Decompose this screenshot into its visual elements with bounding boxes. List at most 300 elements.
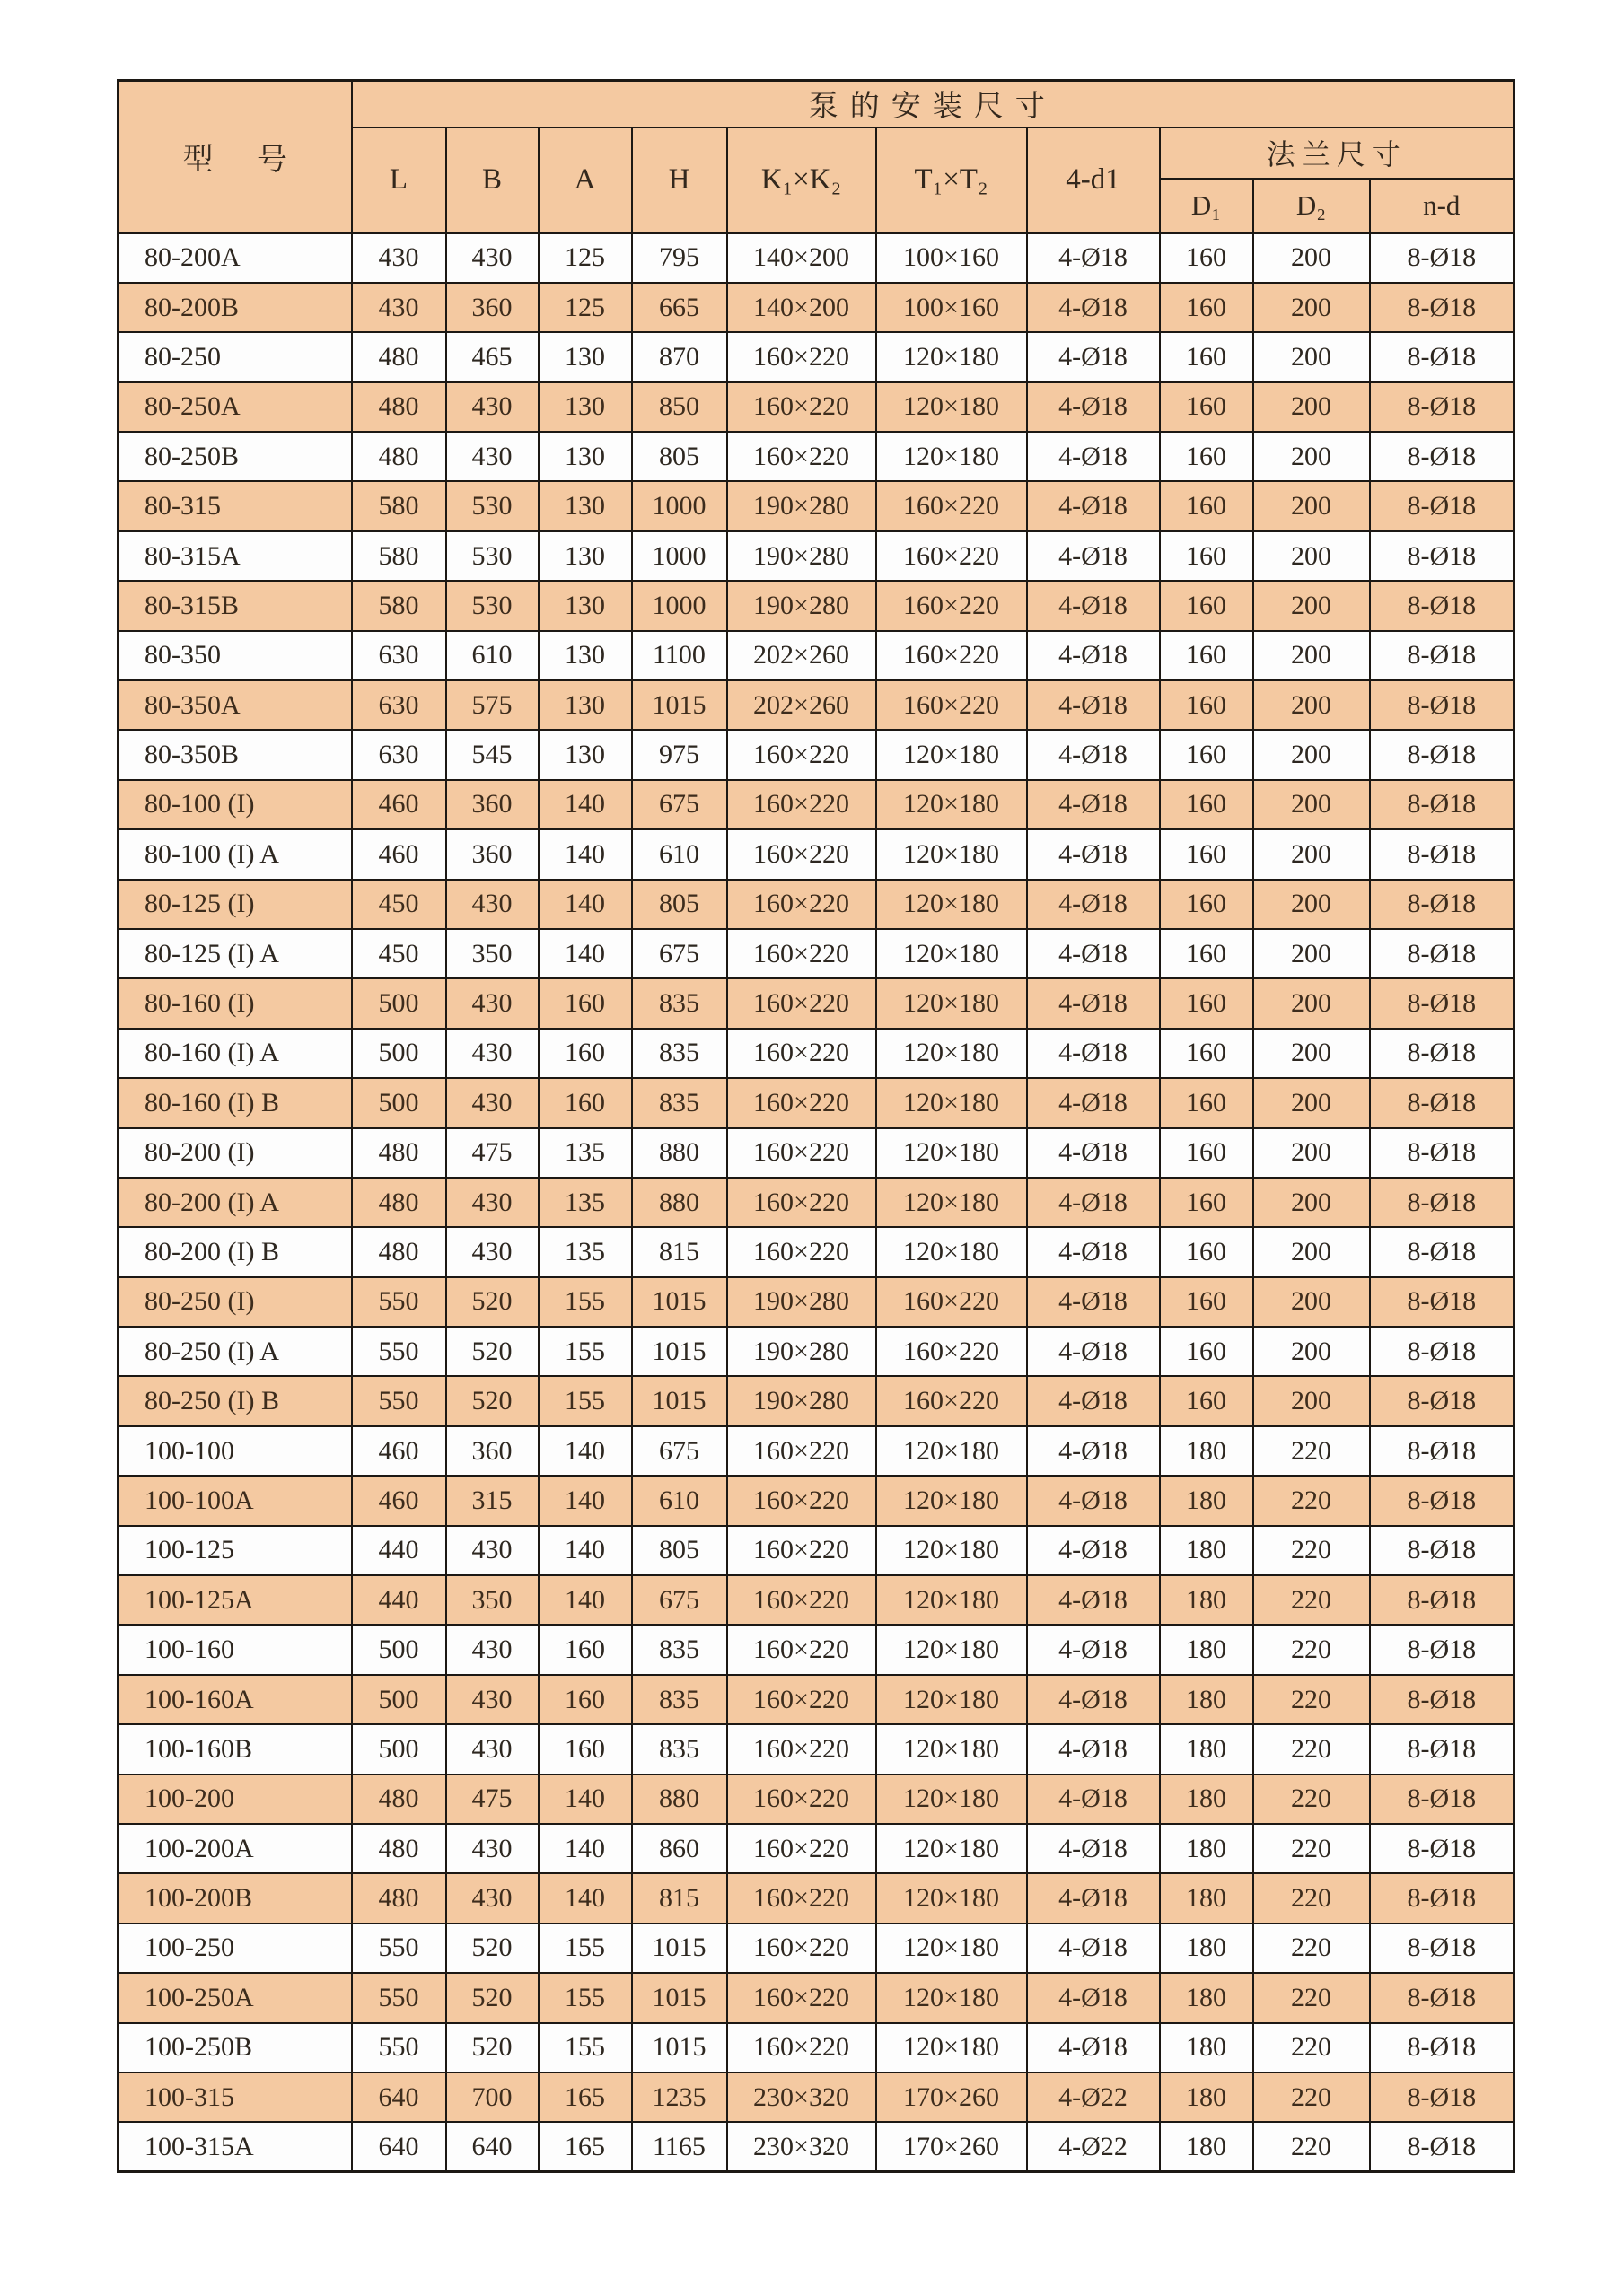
model-cell: 100-250A <box>119 1973 352 2022</box>
value-cell: 120×180 <box>876 1724 1027 1774</box>
value-cell: 545 <box>446 730 539 779</box>
value-cell: 140 <box>539 1526 632 1575</box>
model-cell: 80-350B <box>119 730 352 779</box>
value-cell: 4-Ø18 <box>1027 631 1160 680</box>
value-cell: 160 <box>539 1675 632 1724</box>
table-row <box>119 829 1514 879</box>
value-cell: 120×180 <box>876 1675 1027 1724</box>
table-row <box>119 1327 1514 1376</box>
table-row <box>119 531 1514 581</box>
value-cell: 4-Ø18 <box>1027 929 1160 978</box>
value-cell: 220 <box>1253 1724 1370 1774</box>
value-cell: 120×180 <box>876 978 1027 1028</box>
value-cell: 155 <box>539 1277 632 1327</box>
value-cell: 160 <box>539 1724 632 1774</box>
value-cell: 160×220 <box>727 1873 876 1923</box>
value-cell: 100×160 <box>876 283 1027 332</box>
value-cell: 4-Ø18 <box>1027 283 1160 332</box>
value-cell: 580 <box>352 581 446 630</box>
value-cell: 4-Ø18 <box>1027 1973 1160 2022</box>
value-cell: 220 <box>1253 1924 1370 1973</box>
value-cell: 815 <box>632 1227 727 1276</box>
value-cell: 120×180 <box>876 1575 1027 1625</box>
value-cell: 180 <box>1160 1476 1253 1525</box>
table-row <box>119 1128 1514 1178</box>
value-cell: 200 <box>1253 233 1370 283</box>
value-cell: 480 <box>352 1128 446 1178</box>
table-row <box>119 730 1514 779</box>
value-cell: 430 <box>446 1078 539 1127</box>
value-cell: 155 <box>539 1924 632 1973</box>
value-cell: 220 <box>1253 1625 1370 1674</box>
value-cell: 160×220 <box>876 1327 1027 1376</box>
value-cell: 180 <box>1160 2073 1253 2122</box>
value-cell: 500 <box>352 978 446 1028</box>
value-cell: 4-Ø18 <box>1027 1675 1160 1724</box>
value-cell: 8-Ø18 <box>1370 2023 1514 2073</box>
value-cell: 805 <box>632 432 727 481</box>
value-cell: 550 <box>352 1277 446 1327</box>
value-cell: 835 <box>632 1724 727 1774</box>
value-cell: 200 <box>1253 631 1370 680</box>
value-cell: 120×180 <box>876 1873 1027 1923</box>
column-header-L: L <box>352 127 446 233</box>
value-cell: 1015 <box>632 680 727 730</box>
value-cell: 190×280 <box>727 1277 876 1327</box>
value-cell: 160×220 <box>876 531 1027 581</box>
value-cell: 180 <box>1160 1824 1253 1873</box>
value-cell: 200 <box>1253 1327 1370 1376</box>
value-cell: 8-Ø18 <box>1370 1575 1514 1625</box>
value-cell: 550 <box>352 1376 446 1425</box>
model-cell: 100-125 <box>119 1526 352 1575</box>
value-cell: 120×180 <box>876 1924 1027 1973</box>
value-cell: 4-Ø18 <box>1027 780 1160 829</box>
value-cell: 4-Ø18 <box>1027 1178 1160 1227</box>
value-cell: 4-Ø18 <box>1027 1078 1160 1127</box>
value-cell: 190×280 <box>727 1376 876 1425</box>
value-cell: 580 <box>352 481 446 530</box>
table-row <box>119 2073 1514 2122</box>
value-cell: 520 <box>446 1376 539 1425</box>
value-cell: 4-Ø18 <box>1027 978 1160 1028</box>
value-cell: 1000 <box>632 481 727 530</box>
value-cell: 430 <box>446 382 539 432</box>
value-cell: 8-Ø18 <box>1370 1526 1514 1575</box>
value-cell: 460 <box>352 829 446 879</box>
value-cell: 160×220 <box>876 1376 1027 1425</box>
value-cell: 4-Ø18 <box>1027 1029 1160 1078</box>
value-cell: 190×280 <box>727 481 876 530</box>
value-cell: 160×220 <box>727 1625 876 1674</box>
value-cell: 8-Ø18 <box>1370 2073 1514 2122</box>
table-row <box>119 1526 1514 1575</box>
value-cell: 220 <box>1253 1824 1370 1873</box>
column-header-B: B <box>446 127 539 233</box>
value-cell: 160 <box>1160 481 1253 530</box>
table-row <box>119 432 1514 481</box>
value-cell: 200 <box>1253 581 1370 630</box>
value-cell: 160×220 <box>727 1426 876 1476</box>
model-cell: 80-350 <box>119 631 352 680</box>
table-body <box>119 233 1514 2172</box>
model-cell: 100-250 <box>119 1924 352 1973</box>
table-row <box>119 2023 1514 2073</box>
value-cell: 160×220 <box>727 1775 876 1824</box>
value-cell: 200 <box>1253 680 1370 730</box>
model-cell: 80-350A <box>119 680 352 730</box>
value-cell: 815 <box>632 1873 727 1923</box>
value-cell: 8-Ø18 <box>1370 1476 1514 1525</box>
value-cell: 460 <box>352 780 446 829</box>
value-cell: 520 <box>446 1924 539 1973</box>
value-cell: 155 <box>539 1376 632 1425</box>
table-row <box>119 1426 1514 1476</box>
value-cell: 155 <box>539 1327 632 1376</box>
table-row <box>119 1625 1514 1674</box>
value-cell: 8-Ø18 <box>1370 1426 1514 1476</box>
value-cell: 575 <box>446 680 539 730</box>
value-cell: 360 <box>446 829 539 879</box>
value-cell: 430 <box>446 233 539 283</box>
model-cell: 80-100 (I) A <box>119 829 352 879</box>
table-row <box>119 1675 1514 1724</box>
table-row <box>119 283 1514 332</box>
value-cell: 180 <box>1160 1526 1253 1575</box>
value-cell: 200 <box>1253 531 1370 581</box>
value-cell: 1015 <box>632 1327 727 1376</box>
value-cell: 140 <box>539 829 632 879</box>
table-row <box>119 1724 1514 1774</box>
value-cell: 480 <box>352 382 446 432</box>
value-cell: 665 <box>632 283 727 332</box>
value-cell: 200 <box>1253 1029 1370 1078</box>
model-cell: 80-200B <box>119 283 352 332</box>
value-cell: 430 <box>446 1227 539 1276</box>
column-header-K1K2: K₁×K₂ <box>727 127 876 233</box>
model-cell: 100-315 <box>119 2073 352 2122</box>
value-cell: 200 <box>1253 432 1370 481</box>
table-header <box>119 81 1514 233</box>
value-cell: 430 <box>352 283 446 332</box>
value-cell: 1015 <box>632 2023 727 2073</box>
model-cell: 100-160 <box>119 1625 352 1674</box>
value-cell: 8-Ø18 <box>1370 233 1514 283</box>
value-cell: 480 <box>352 1873 446 1923</box>
value-cell: 4-Ø18 <box>1027 1128 1160 1178</box>
value-cell: 8-Ø18 <box>1370 880 1514 929</box>
value-cell: 8-Ø18 <box>1370 1327 1514 1376</box>
table-row <box>119 1277 1514 1327</box>
value-cell: 430 <box>446 1178 539 1227</box>
table-row <box>119 481 1514 530</box>
value-cell: 1015 <box>632 1924 727 1973</box>
value-cell: 160 <box>1160 283 1253 332</box>
value-cell: 975 <box>632 730 727 779</box>
value-cell: 160 <box>1160 1128 1253 1178</box>
value-cell: 430 <box>446 1526 539 1575</box>
value-cell: 520 <box>446 1327 539 1376</box>
value-cell: 140×200 <box>727 233 876 283</box>
value-cell: 120×180 <box>876 1973 1027 2022</box>
model-cell: 100-200B <box>119 1873 352 1923</box>
value-cell: 4-Ø18 <box>1027 1824 1160 1873</box>
value-cell: 4-Ø18 <box>1027 1327 1160 1376</box>
value-cell: 880 <box>632 1775 727 1824</box>
model-cell: 80-125 (I) A <box>119 929 352 978</box>
value-cell: 430 <box>352 233 446 283</box>
value-cell: 4-Ø18 <box>1027 432 1160 481</box>
value-cell: 450 <box>352 929 446 978</box>
table-row <box>119 680 1514 730</box>
value-cell: 8-Ø18 <box>1370 1376 1514 1425</box>
value-cell: 8-Ø18 <box>1370 1675 1514 1724</box>
value-cell: 550 <box>352 1327 446 1376</box>
value-cell: 180 <box>1160 1924 1253 1973</box>
value-cell: 120×180 <box>876 432 1027 481</box>
value-cell: 550 <box>352 1924 446 1973</box>
value-cell: 125 <box>539 283 632 332</box>
value-cell: 160 <box>1160 432 1253 481</box>
model-cell: 100-200 <box>119 1775 352 1824</box>
value-cell: 1100 <box>632 631 727 680</box>
value-cell: 430 <box>446 880 539 929</box>
model-cell: 100-100A <box>119 1476 352 1525</box>
value-cell: 160×220 <box>876 581 1027 630</box>
value-cell: 475 <box>446 1128 539 1178</box>
column-header-4d1: 4-d1 <box>1027 127 1160 233</box>
value-cell: 120×180 <box>876 1227 1027 1276</box>
flange-group-header: 法兰尺寸 <box>1160 127 1514 179</box>
value-cell: 125 <box>539 233 632 283</box>
value-cell: 200 <box>1253 880 1370 929</box>
value-cell: 4-Ø18 <box>1027 1625 1160 1674</box>
value-cell: 4-Ø18 <box>1027 481 1160 530</box>
value-cell: 460 <box>352 1476 446 1525</box>
value-cell: 480 <box>352 1824 446 1873</box>
value-cell: 135 <box>539 1128 632 1178</box>
model-column-header: 型 号 <box>119 81 352 233</box>
value-cell: 4-Ø18 <box>1027 1775 1160 1824</box>
value-cell: 200 <box>1253 1078 1370 1127</box>
value-cell: 160×220 <box>727 1227 876 1276</box>
value-cell: 120×180 <box>876 2023 1027 2073</box>
value-cell: 160×220 <box>727 780 876 829</box>
model-cell: 100-250B <box>119 2023 352 2073</box>
value-cell: 200 <box>1253 929 1370 978</box>
value-cell: 160×220 <box>876 680 1027 730</box>
value-cell: 500 <box>352 1078 446 1127</box>
value-cell: 140 <box>539 780 632 829</box>
model-cell: 80-315B <box>119 581 352 630</box>
table-row <box>119 1029 1514 1078</box>
value-cell: 120×180 <box>876 382 1027 432</box>
value-cell: 8-Ø18 <box>1370 1078 1514 1127</box>
value-cell: 120×180 <box>876 829 1027 879</box>
value-cell: 4-Ø18 <box>1027 233 1160 283</box>
value-cell: 190×280 <box>727 1327 876 1376</box>
value-cell: 8-Ø18 <box>1370 382 1514 432</box>
value-cell: 230×320 <box>727 2122 876 2171</box>
value-cell: 160 <box>1160 1277 1253 1327</box>
value-cell: 850 <box>632 382 727 432</box>
value-cell: 200 <box>1253 1277 1370 1327</box>
value-cell: 880 <box>632 1178 727 1227</box>
value-cell: 165 <box>539 2073 632 2122</box>
value-cell: 480 <box>352 1178 446 1227</box>
value-cell: 520 <box>446 1973 539 2022</box>
table-row <box>119 880 1514 929</box>
value-cell: 200 <box>1253 481 1370 530</box>
value-cell: 180 <box>1160 1724 1253 1774</box>
value-cell: 530 <box>446 481 539 530</box>
value-cell: 220 <box>1253 1575 1370 1625</box>
value-cell: 430 <box>446 1675 539 1724</box>
value-cell: 120×180 <box>876 1824 1027 1873</box>
value-cell: 835 <box>632 978 727 1028</box>
value-cell: 160 <box>1160 1029 1253 1078</box>
value-cell: 4-Ø18 <box>1027 1277 1160 1327</box>
value-cell: 160×220 <box>727 2023 876 2073</box>
value-cell: 160 <box>1160 978 1253 1028</box>
value-cell: 160×220 <box>727 382 876 432</box>
model-cell: 100-200A <box>119 1824 352 1873</box>
value-cell: 130 <box>539 332 632 381</box>
value-cell: 120×180 <box>876 1476 1027 1525</box>
value-cell: 8-Ø18 <box>1370 2122 1514 2171</box>
value-cell: 160 <box>1160 1078 1253 1127</box>
value-cell: 160 <box>1160 929 1253 978</box>
value-cell: 520 <box>446 1277 539 1327</box>
value-cell: 170×260 <box>876 2122 1027 2171</box>
value-cell: 160×220 <box>727 929 876 978</box>
value-cell: 200 <box>1253 829 1370 879</box>
model-cell: 100-160A <box>119 1675 352 1724</box>
value-cell: 155 <box>539 1973 632 2022</box>
value-cell: 130 <box>539 680 632 730</box>
table-row <box>119 929 1514 978</box>
value-cell: 160×220 <box>876 1277 1027 1327</box>
value-cell: 480 <box>352 1775 446 1824</box>
table-row <box>119 1924 1514 1973</box>
table-row <box>119 332 1514 381</box>
value-cell: 8-Ø18 <box>1370 283 1514 332</box>
value-cell: 160 <box>539 1029 632 1078</box>
value-cell: 220 <box>1253 1426 1370 1476</box>
value-cell: 135 <box>539 1227 632 1276</box>
value-cell: 220 <box>1253 1526 1370 1575</box>
value-cell: 160 <box>1160 1327 1253 1376</box>
value-cell: 160 <box>1160 730 1253 779</box>
table-row <box>119 1824 1514 1873</box>
value-cell: 165 <box>539 2122 632 2171</box>
value-cell: 315 <box>446 1476 539 1525</box>
value-cell: 8-Ø18 <box>1370 1973 1514 2022</box>
model-cell: 80-315A <box>119 531 352 581</box>
value-cell: 430 <box>446 1029 539 1078</box>
table-title: 泵的安装尺寸 <box>352 81 1514 127</box>
model-cell: 80-250B <box>119 432 352 481</box>
value-cell: 120×180 <box>876 332 1027 381</box>
value-cell: 835 <box>632 1029 727 1078</box>
value-cell: 160×220 <box>727 1924 876 1973</box>
value-cell: 430 <box>446 978 539 1028</box>
value-cell: 8-Ø18 <box>1370 680 1514 730</box>
table-row <box>119 1575 1514 1625</box>
value-cell: 160 <box>539 978 632 1028</box>
value-cell: 160 <box>1160 680 1253 730</box>
value-cell: 610 <box>446 631 539 680</box>
model-cell: 80-250A <box>119 382 352 432</box>
value-cell: 4-Ø18 <box>1027 382 1160 432</box>
value-cell: 120×180 <box>876 1178 1027 1227</box>
value-cell: 550 <box>352 2023 446 2073</box>
value-cell: 640 <box>446 2122 539 2171</box>
value-cell: 160 <box>1160 1227 1253 1276</box>
value-cell: 700 <box>446 2073 539 2122</box>
value-cell: 160×220 <box>727 1476 876 1525</box>
value-cell: 140 <box>539 1775 632 1824</box>
value-cell: 200 <box>1253 978 1370 1028</box>
value-cell: 160 <box>1160 382 1253 432</box>
value-cell: 155 <box>539 2023 632 2073</box>
table-row <box>119 1873 1514 1923</box>
value-cell: 4-Ø18 <box>1027 1227 1160 1276</box>
value-cell: 220 <box>1253 1775 1370 1824</box>
value-cell: 160×220 <box>727 829 876 879</box>
value-cell: 130 <box>539 481 632 530</box>
value-cell: 500 <box>352 1724 446 1774</box>
value-cell: 8-Ø18 <box>1370 929 1514 978</box>
value-cell: 180 <box>1160 1625 1253 1674</box>
value-cell: 120×180 <box>876 1775 1027 1824</box>
value-cell: 160 <box>1160 531 1253 581</box>
table-row <box>119 1178 1514 1227</box>
value-cell: 200 <box>1253 332 1370 381</box>
value-cell: 160 <box>1160 829 1253 879</box>
value-cell: 675 <box>632 929 727 978</box>
value-cell: 4-Ø18 <box>1027 581 1160 630</box>
value-cell: 220 <box>1253 1973 1370 2022</box>
value-cell: 200 <box>1253 283 1370 332</box>
value-cell: 870 <box>632 332 727 381</box>
value-cell: 200 <box>1253 1227 1370 1276</box>
model-cell: 80-200 (I) A <box>119 1178 352 1227</box>
value-cell: 160 <box>1160 332 1253 381</box>
value-cell: 160×220 <box>727 432 876 481</box>
table-row <box>119 1476 1514 1525</box>
value-cell: 160×220 <box>727 730 876 779</box>
table-row <box>119 780 1514 829</box>
value-cell: 8-Ø18 <box>1370 1227 1514 1276</box>
value-cell: 140 <box>539 1575 632 1625</box>
value-cell: 360 <box>446 780 539 829</box>
value-cell: 4-Ø18 <box>1027 1873 1160 1923</box>
value-cell: 610 <box>632 829 727 879</box>
value-cell: 440 <box>352 1526 446 1575</box>
value-cell: 160×220 <box>727 978 876 1028</box>
value-cell: 4-Ø18 <box>1027 1724 1160 1774</box>
value-cell: 480 <box>352 1227 446 1276</box>
value-cell: 795 <box>632 233 727 283</box>
table-row <box>119 1078 1514 1127</box>
value-cell: 475 <box>446 1775 539 1824</box>
value-cell: 1235 <box>632 2073 727 2122</box>
model-cell: 80-160 (I) B <box>119 1078 352 1127</box>
value-cell: 200 <box>1253 1376 1370 1425</box>
value-cell: 120×180 <box>876 1078 1027 1127</box>
value-cell: 8-Ø18 <box>1370 631 1514 680</box>
